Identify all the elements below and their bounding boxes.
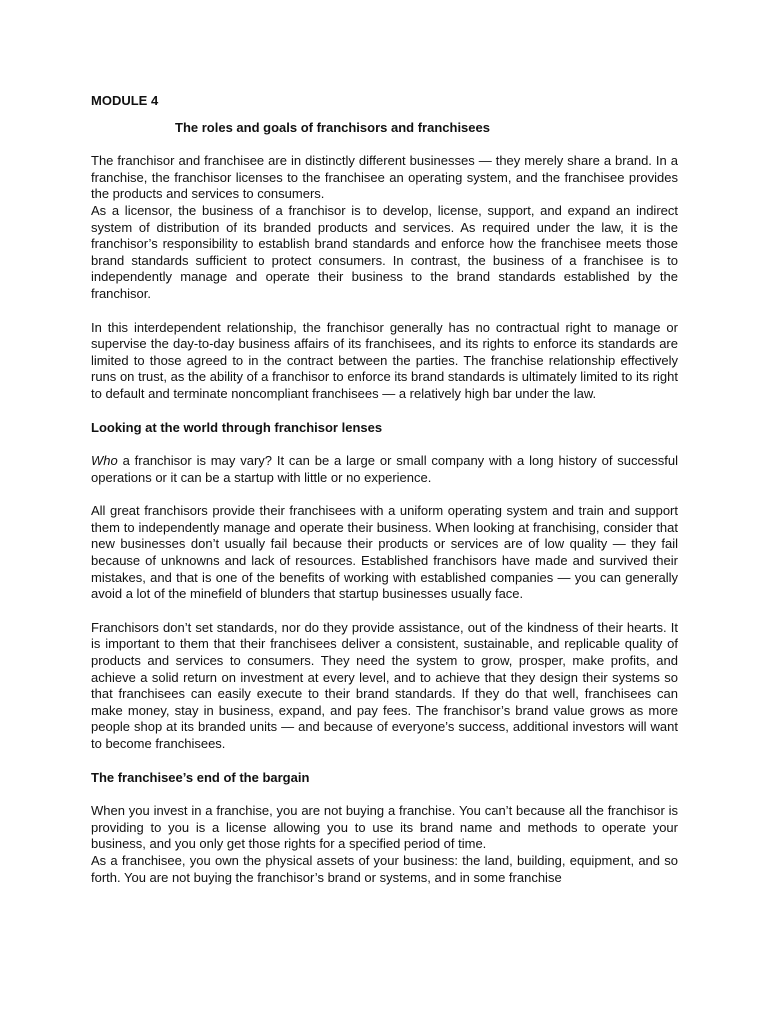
paragraph: Franchisors don’t set standards, nor do they provide assistance, out of the kindness of their hearts. It is important to them that their franchisees deliver a consistent, sustainable, and replicable quality of products and services to consumers. They need the system to grow, prosper, make profits, and achieve a solid return on investment at every level, and to achieve that they design their systems so that franchisees can easily execute to their brand standards. If they do that well, franchisees can make money, stay in business, expand, and pay fees. The franchisor’s brand value grows as more people shop at its branded units — and because of everyone’s success, additional investors will want to become franchisees.	[91, 619, 678, 751]
module-label: MODULE 4	[91, 93, 159, 108]
paragraph: In this interdependent relationship, the franchisor generally has no contractual right to manage or supervise the day-to-day business affairs of its franchisees, and its rights to enforce its standards are limited to those agreed to in the contract between the parties. The franchise relationship effectively runs on trust, as the ability of a franchisor to enforce its brand standards is ultimately limited to its right to default and terminate noncompliant franchisees — a relatively high bar under the law.	[91, 319, 678, 401]
paragraph-text: a franchisor is may vary? It can be a large or small company with a long history of successful operations or it can be a startup with little or no experience.	[91, 453, 678, 485]
emphasis-text: Who	[91, 453, 118, 469]
paragraph: All great franchisors provide their franchisees with a uniform operating system and train and support them to independently manage and operate their business. When looking at franchising, consider that new businesses don’t usually fail because their products or services are of low quality — they fail because of unknowns and lack of resources. Established franchisors have made and survived their mistakes, and that is one of the benefits of working with established companies — you can generally avoid a lot of the minefield of blunders that startup businesses usually face.	[91, 503, 678, 602]
section-heading: Looking at the world through franchisor lenses	[91, 419, 383, 435]
paragraph	[91, 453, 678, 486]
paragraph: As a licensor, the business of a franchisor is to develop, license, support, and expand an indirect system of distribution of its branded products and services. As required under the law, it is the franchisor’s responsibility to establish brand standards and enforce how the franchisee meets those brand standards sufficient to protect consumers. In contrast, the business of a franchisee is to independently manage and operate their business to the brand standards established by the franchisor.	[91, 202, 678, 301]
paragraph: When you invest in a franchise, you are not buying a franchise. You can’t because all the franchisor is providing to you is a license allowing you to use its brand name and methods to operate your business, and you only get those rights for a specified period of time.	[91, 803, 678, 852]
paragraph: The franchisor and franchisee are in distinctly different businesses — they merely share a brand. In a franchise, the franchisor licenses to the franchisee an operating system, and the franchisee provides the products and services to consumers.	[91, 153, 678, 202]
paragraph: As a franchisee, you own the physical assets of your business: the land, building, equipment, and so forth. You are not buying the franchisor’s brand or systems, and in some franchise	[91, 852, 678, 885]
section-heading: The franchisee’s end of the bargain	[91, 769, 310, 785]
document-title: The roles and goals of franchisors and franchisees	[175, 119, 490, 135]
document-page	[91, 93, 678, 886]
